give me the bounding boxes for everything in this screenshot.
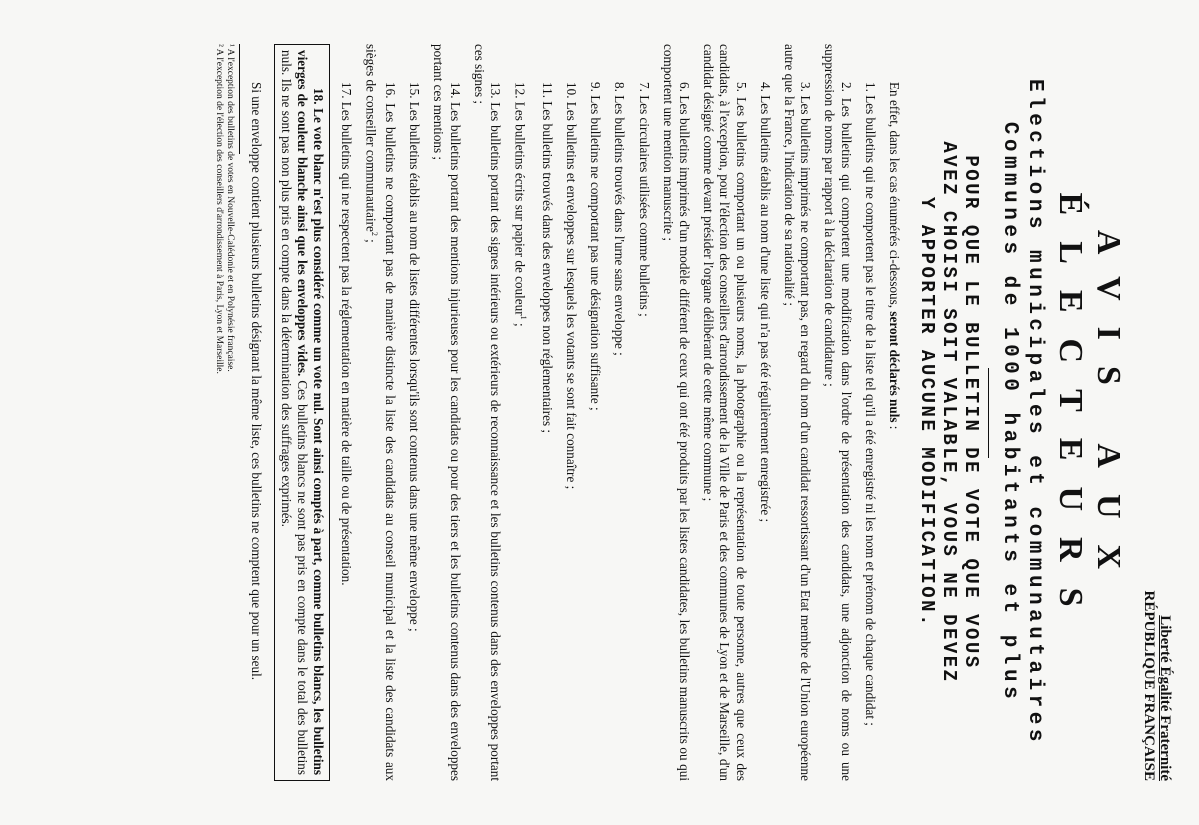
footnote-rule (239, 44, 240, 154)
subtitle-line-1: Elections municipales et communautaires (1023, 79, 1046, 746)
warning-line-1: POUR QUE LE BULLETIN DE VOTE QUE VOUS (960, 155, 982, 670)
rule-item-7: 7. Les circulaires utilisées comme bulletins ; (636, 82, 652, 317)
rule-item-16-suffix: ; (363, 235, 379, 243)
rule-item-12 (511, 44, 531, 781)
blank-vote-box (274, 44, 330, 781)
rule-item-16 (362, 44, 398, 781)
republic-motto: Liberté Égalité Fraternité (1157, 615, 1173, 781)
page-title: AVIS AUX ÉLECTEURS (1052, 192, 1127, 633)
warning-block (916, 44, 982, 781)
rule-item-4: 4. Les bulletins établis au nom d'une liste qui n'a pas été régulièrement enregistrée ; (757, 82, 773, 523)
rule-item-16-text: 16. Les bulletins ne comportant pas de manière distincte la liste des candidats au conseil municipal et la liste des candidats aux sièges de conseiller communautaire (363, 44, 398, 781)
footnote-ref-2: 2 (369, 231, 379, 236)
blank-vote-rest: Ces bulletins blancs ne sont pas pris en compte dans le total des bulletins nuls. Ils ne sont pas non plus pris en compte dans la détermination des suffrages exprimés. (278, 50, 310, 775)
warning-line-2: AVEZ CHOISI SOIT VALABLE, VOUS NE DEVEZ (938, 141, 960, 684)
footnote-2: ² A l'exception de l'élection des conseillers d'arrondissement à Paris, Lyon et Marseille. (213, 44, 224, 374)
rule-item-5: 5. Les bulletins comportant un ou plusieurs noms, la photographie ou la représentation de toute personne, autres que ceux des candidats, à l'exception, pour l'élection des conseillers d'arrondissement de la Ville de Paris et des communes de Lyon et de Marseille, d'un candidat désigné comme devant présider l'organe délibérant de cette même commune ; (701, 44, 749, 781)
rule-item-17: 17. Les bulletins qui ne respectent pas la réglementation en matière de taille ou de présentation. (339, 82, 355, 586)
rule-item-8: 8. Les bulletins trouvés dans l'urne sans enveloppe ; (612, 82, 628, 356)
republic-name: RÉPUBLIQUE FRANÇAISE (1141, 590, 1157, 781)
rule-item-10: 10. Les bulletins et enveloppes sur lesquels les votants se sont fait connaître ; (563, 82, 579, 490)
rule-item-12-text: 12. Les bulletins écrits sur papier de couleur (512, 82, 528, 316)
notice-body (248, 44, 902, 781)
republic-header (1141, 44, 1173, 781)
blank-vote-bold: 18. Le vote blanc n'est plus considéré comme un vote nul. Sont ainsi comptés à part, comme bulletins blancs, les bulletins vierges de couleur blanche ainsi que les enveloppes vides. (294, 50, 326, 775)
rule-item-15: 15. Les bulletins établis au nom de listes différentes lorsqu'ils sont contenus dans une même enveloppe ; (407, 82, 423, 632)
footnotes (213, 44, 235, 781)
subtitle-line-2: Communes de 1000 habitants et plus (998, 121, 1021, 704)
rule-item-3: 3. Les bulletins imprimés ne comportant pas, en regard du nom d'un candidat ressortissant d'un Etat membre de l'Union européenne autre que la France, l'indication de sa nationalité ; (781, 44, 814, 781)
rule-item-12-suffix: ; (512, 319, 528, 327)
rule-item-9: 9. Les bulletins ne comportant pas une désignation suffisante ; (588, 82, 604, 411)
rule-item-6: 6. Les bulletins imprimés d'un modèle différent de ceux qui ont été produits par les listes candidates, les bulletins manuscrits ou qui comportent une mention manuscrite ; (660, 44, 692, 781)
rule-item-13: 13. Les bulletins portant des signes intérieurs ou extérieurs de reconnaissance et les bulletins contenus dans des enveloppes portant ces signes ; (471, 44, 503, 781)
closing-paragraph: Si une enveloppe contient plusieurs bulletins désignant la même liste, ces bulletins ne comptent que pour un seul. (248, 82, 264, 681)
intro-after: : (887, 422, 902, 430)
rule-item-14: 14. Les bulletins portant des mentions injurieuses pour les candidats ou pour des tiers et les bulletins contenus dans des enveloppes portant ces mentions ; (431, 44, 463, 781)
rule-item-2: 2. Les bulletins qui comportent une modification dans l'ordre de présentation des candidats, une adjonction de noms ou une suppression de noms par rapport à la déclaration de candidature ; (822, 44, 854, 781)
rule-item-1: 1. Les bulletins qui ne comportent pas le titre de la liste tel qu'il a été enregistré ni les nom et prénom de chaque candidat ; (862, 82, 878, 726)
footnote-1: ¹ A l'exception des bulletins de votes en Nouvelle-Calédonie et en Polynésie française. (224, 44, 235, 372)
separator-rule (988, 368, 989, 458)
intro-before: En effet, dans les cas énumérés ci-dessous, (887, 82, 902, 312)
footnote-ref-1: 1 (518, 315, 528, 320)
rule-item-11: 11. Les bulletins trouvés dans des enveloppes non réglementaires ; (539, 82, 555, 434)
warning-line-3: Y APPORTER AUCUNE MODIFICATION. (916, 197, 938, 628)
intro-bold: seront déclarés nuls (887, 311, 902, 423)
intro-paragraph (886, 44, 902, 781)
